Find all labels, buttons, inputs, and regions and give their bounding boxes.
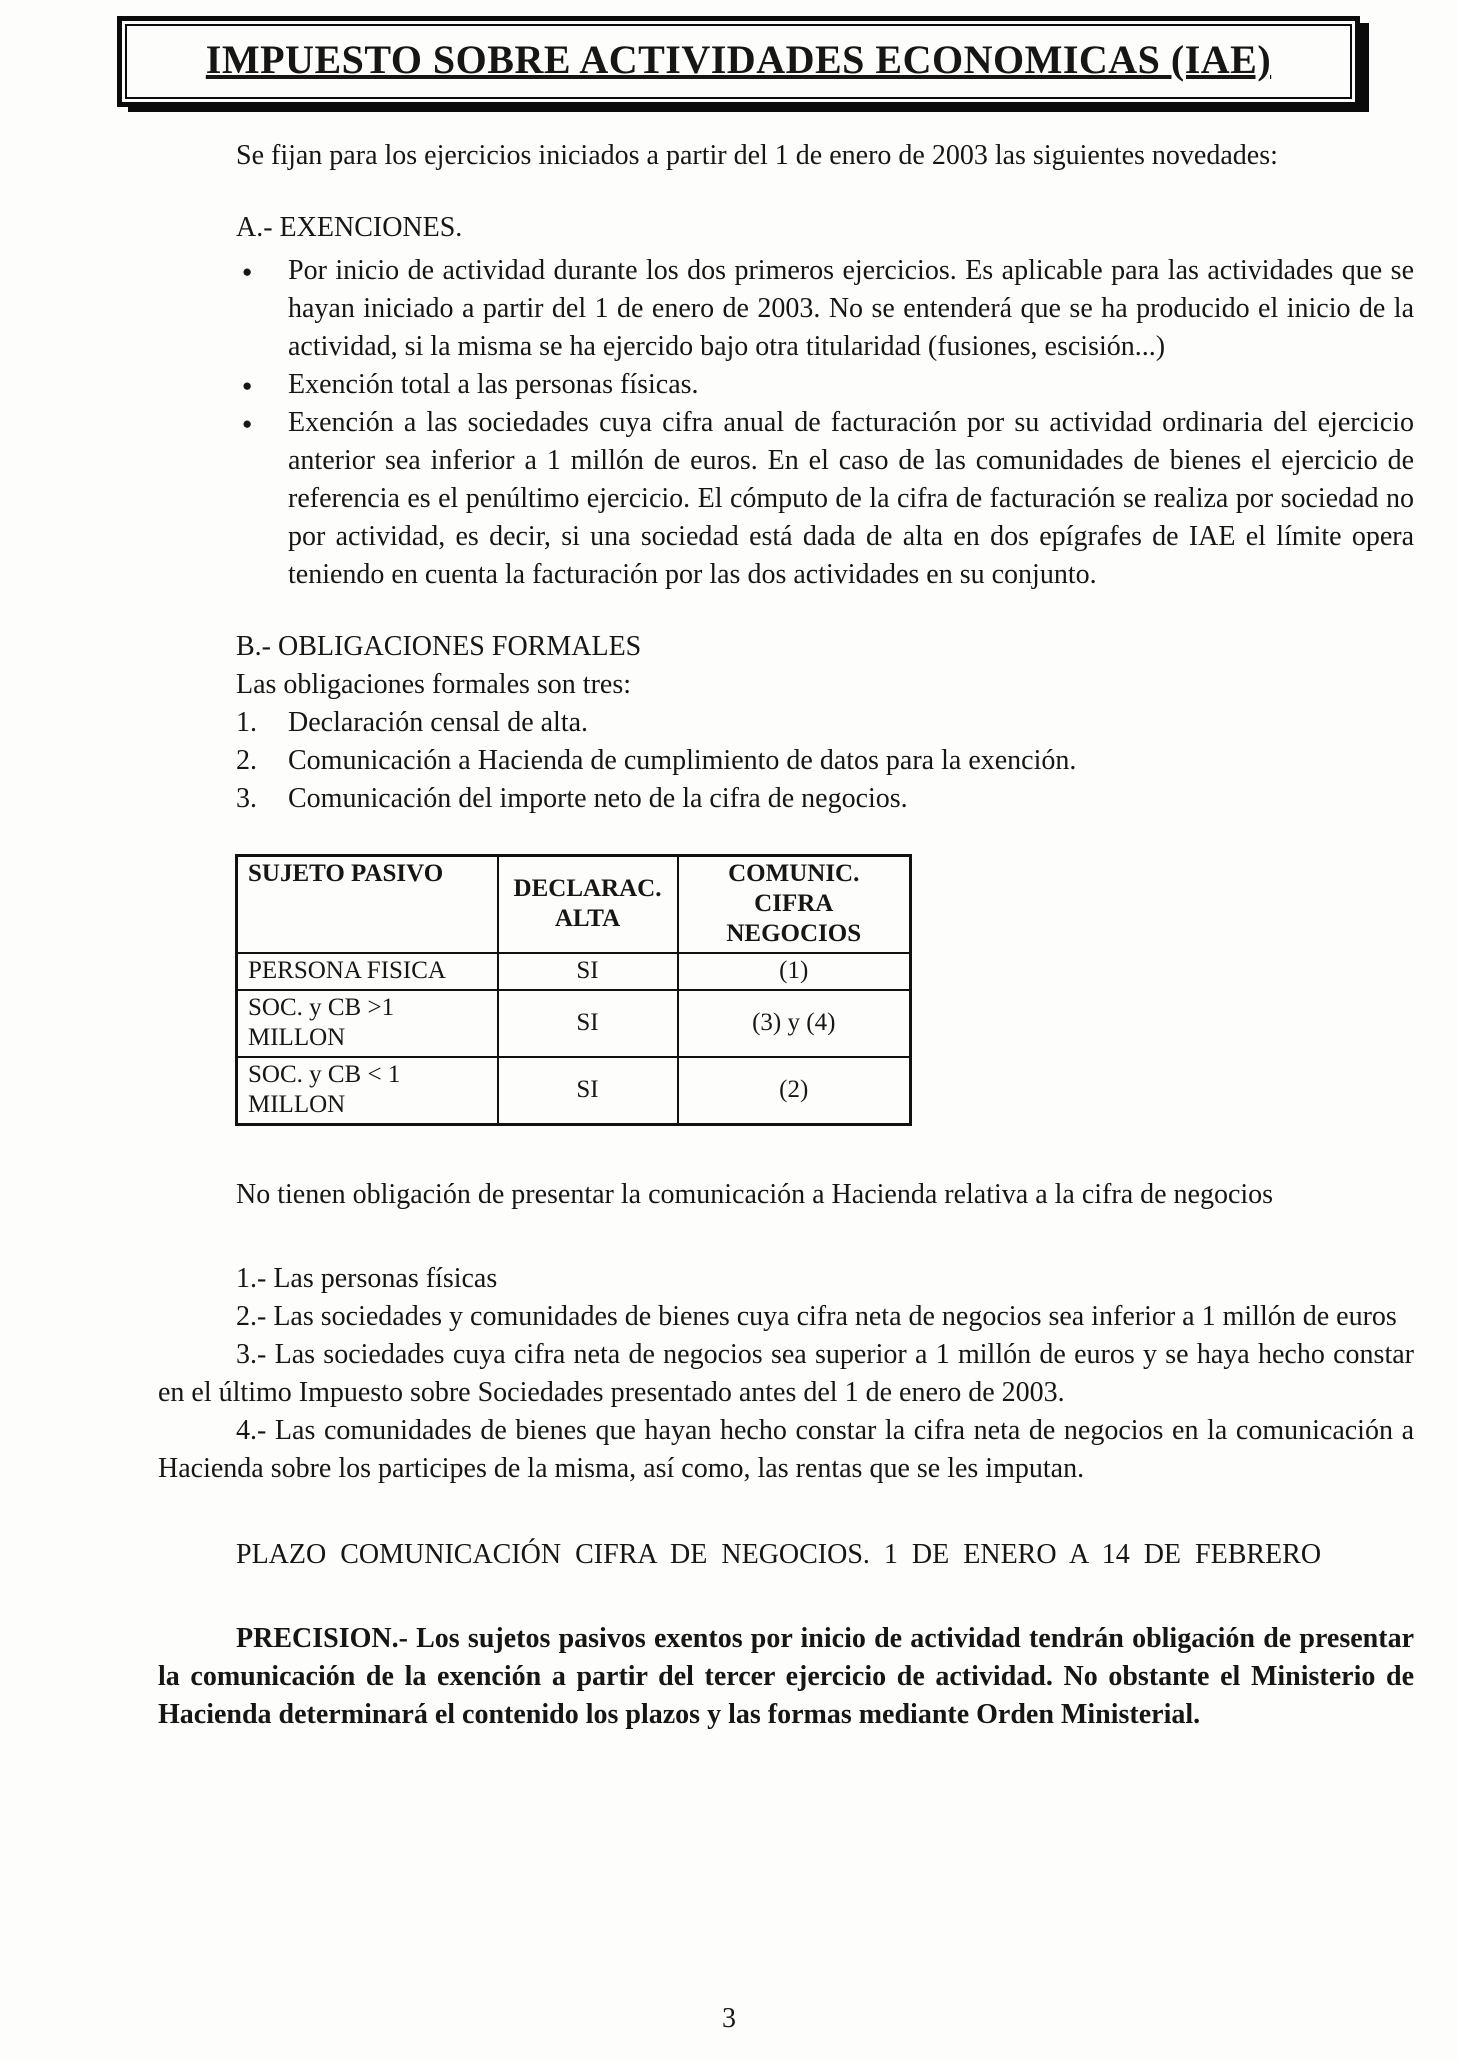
header-line: NEGOCIOS [726,920,862,947]
obligation-item-number: 1. [236,707,257,738]
plazo-paragraph: PLAZO COMUNICACIÓN CIFRA DE NEGOCIOS. 1 DE ENERO A 14 DE FEBRERO [236,1539,1322,1570]
obligation-item-number: 2. [236,745,257,776]
no-obligation-paragraph: No tienen obligación de presentar la comunicación a Hacienda relativa a la cifra de negocios [236,1179,1274,1210]
table-cell: SOC. y CB < 1 MILLON [237,1057,498,1125]
obligation-item-text: Comunicación del importe neto de la cifra de negocios. [288,783,908,814]
table-row [237,990,911,1057]
title-box-inner [125,24,1352,99]
exempt-item: 4.- Las comunidades de bienes que hayan hecho constar la cifra neta de negocios en la comunicación a Hacienda sobre los participes de la misma, así como, las rentas que se les imputan. [158,1415,1414,1484]
table-cell: SI [498,953,678,990]
exemptions-bullet-list [236,252,1414,594]
bullet-item: ● Exención total a las personas físicas. [236,366,1414,404]
obligation-item-text: Declaración censal de alta. [288,707,589,738]
precision-paragraph: PRECISION.- Los sujetos pasivos exentos por inicio de actividad tendrán obligación de presentar la comunicación de la exención a partir del tercer ejercicio de actividad. No obstante el Ministerio de Hacienda determinará el contenido los plazos y las formas mediante Orden Ministerial. [158,1623,1414,1730]
page-number: 3 [722,2003,736,2034]
obligation-item [236,742,1414,780]
table-header-row [237,856,911,954]
header-line: DECLARAC. [513,875,662,902]
title-box [117,16,1360,107]
obligation-item-number: 3. [236,783,257,814]
table-cell: (2) [678,1057,911,1125]
section-b-heading: B.- OBLIGACIONES FORMALES [236,631,642,662]
header-line: SUJETO PASIVO [248,860,444,887]
obligation-item-text: Comunicación a Hacienda de cumplimiento de datos para la exención. [288,745,1077,776]
table-cell: (1) [678,953,911,990]
table-header-cell [678,856,911,954]
header-line: COMUNIC. CIFRA [728,860,860,917]
table-cell: (3) y (4) [678,990,911,1057]
table-row [237,953,911,990]
page-title: IMPUESTO SOBRE ACTIVIDADES ECONOMICAS (IAE) [205,37,1272,82]
bullet-item: ● Por inicio de actividad durante los dos primeros ejercicios. Es aplicable para las actividades que se hayan iniciado a partir del 1 de enero de 2003. No se entenderá que se ha producido el inicio de la actividad, si la misma se ha ejercido bajo otra titularidad (fusiones, escisión...) [236,252,1414,366]
table-header-cell [237,856,498,954]
table-row [237,1057,911,1125]
document-body [158,137,1414,1734]
table-cell: PERSONA FISICA [237,953,498,990]
exempt-item: 2.- Las sociedades y comunidades de bienes cuya cifra neta de negocios sea inferior a 1 millón de euros [236,1301,1397,1332]
table-header-cell [498,856,678,954]
table-cell: SI [498,990,678,1057]
section-a-heading: A.- EXENCIONES. [236,212,463,243]
exempt-item: 1.- Las personas físicas [236,1263,498,1294]
header-line: ALTA [554,905,621,932]
obligation-item [236,704,1414,742]
obligations-table [235,854,912,1126]
obligation-item [236,780,1414,818]
table-cell: SOC. y CB >1 MILLON [237,990,498,1057]
bullet-item: ● Exención a las sociedades cuya cifra anual de facturación por su actividad ordinaria del ejercicio anterior sea inferior a 1 millón de euros. En el caso de las comunidades de bienes el ejercicio de referencia es el penúltimo ejercicio. El cómputo de la cifra de facturación se realiza por sociedad no por actividad, es decir, si una sociedad está dada de alta en dos epígrafes de IAE el límite opera teniendo en cuenta la facturación por las dos actividades en su conjunto. [236,404,1414,594]
intro-paragraph: Se fijan para los ejercicios iniciados a partir del 1 de enero de 2003 las siguientes novedades: [236,140,1278,171]
exempt-item: 3.- Las sociedades cuya cifra neta de negocios sea superior a 1 millón de euros y se haya hecho constar en el último Impuesto sobre Sociedades presentado antes del 1 de enero de 2003. [158,1339,1414,1408]
exempt-list [158,1260,1414,1488]
table-cell: SI [498,1057,678,1125]
obligations-lead: Las obligaciones formales son tres: [236,669,632,700]
